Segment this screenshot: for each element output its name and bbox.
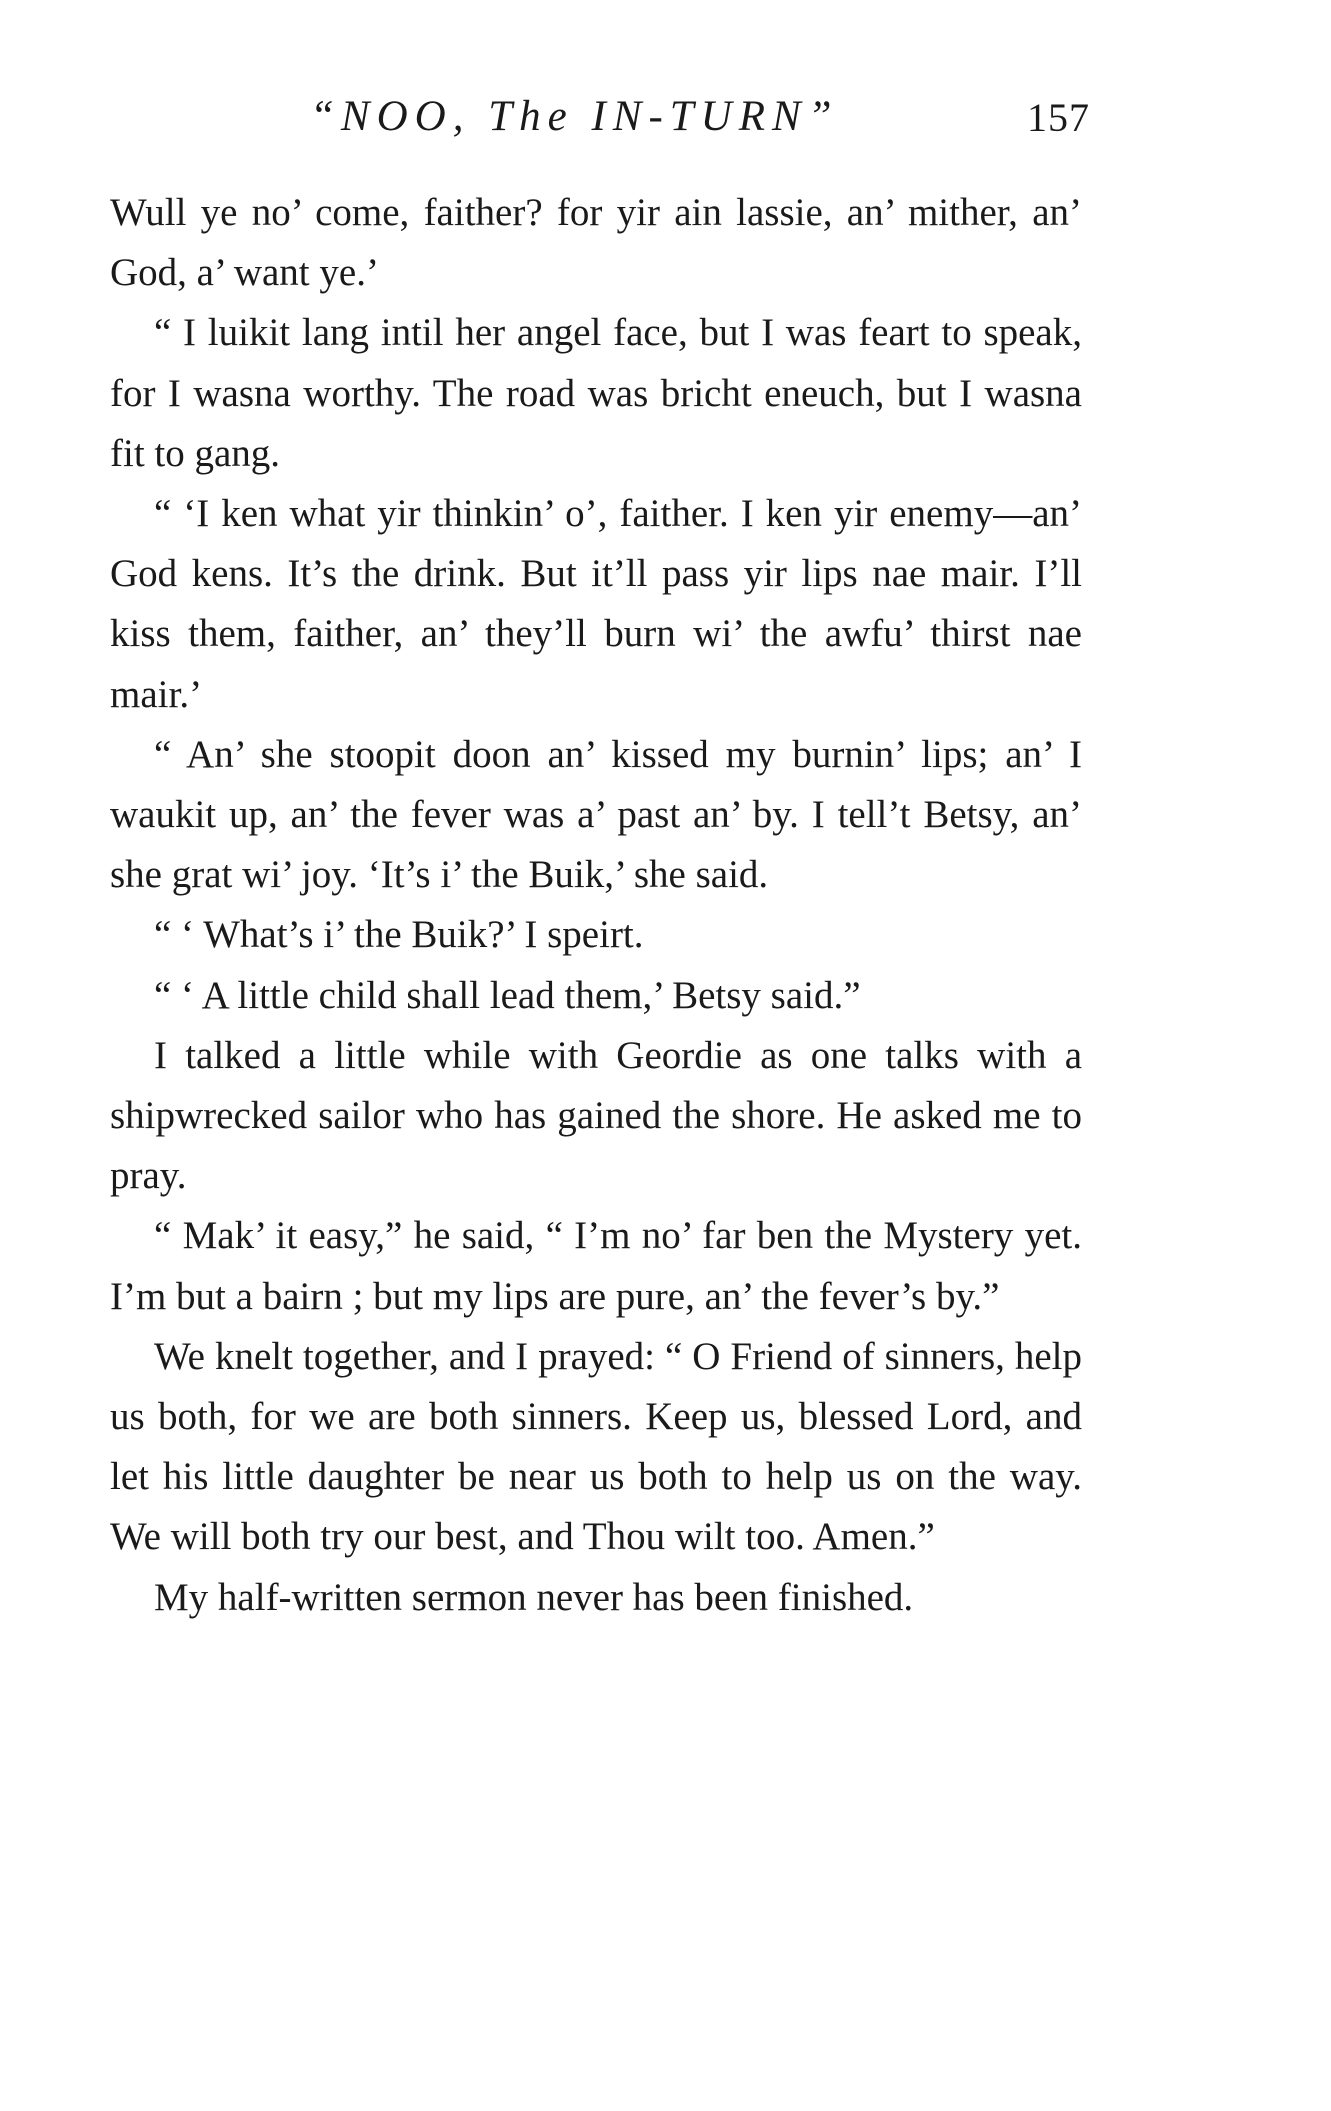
paragraph: “ An’ she stoopit doon an’ kissed my burnin’ lips; an’ I waukit up, an’ the fever was a’ past an’ by. I tell’t Betsy, an’ she grat wi’ joy. ‘It’s i’ the Buik,’ she said.	[110, 732, 1082, 897]
paragraph: “ I luikit lang intil her angel face, but I was feart to speak, for I wasna worthy. The road was bricht eneuch, but I wasna fit to gang.	[110, 311, 1082, 475]
paragraph-continuation: Wull ye no’ come, faither? for yir ain lassie, an’ mither, an’ God, a’ want ye.’	[110, 191, 1082, 295]
paragraph: “ ‘ What’s i’ the Buik?’ I speirt.	[154, 913, 644, 957]
page-number: 157	[1027, 95, 1090, 140]
paragraph: We knelt together, and I prayed: “ O Friend of sinners, help us both, for we are both sinners. Keep us, blessed Lord, and let his little daughter be near us both to help us on the way. We will both try our best, and Thou wilt too. Amen.”	[110, 1334, 1082, 1559]
paragraph: “ Mak’ it easy,” he said, “ I’m no’ far ben the Mystery yet. I’m but a bairn ; but my lips are pure, an’ the fever’s by.”	[110, 1214, 1082, 1318]
paragraph: “ ‘I ken what yir thinkin’ o’, faither. I ken yir enemy—an’ God kens. It’s the drink. But it’ll pass yir lips nae mair. I’ll kiss them, faither, an’ they’ll burn wi’ the awfu’ thirst nae mair.’	[110, 492, 1082, 716]
paragraph: “ ‘ A little child shall lead them,’ Betsy said.”	[154, 973, 861, 1017]
paragraph: My half-written sermon never has been finished.	[154, 1575, 914, 1619]
running-head	[110, 92, 1090, 152]
body-text	[110, 183, 1082, 1628]
paragraph: I talked a little while with Geordie as one talks with a shipwrecked sailor who has gained the shore. He asked me to pray.	[110, 1033, 1082, 1198]
running-title: “NOO, The IN-TURN”	[310, 93, 839, 140]
